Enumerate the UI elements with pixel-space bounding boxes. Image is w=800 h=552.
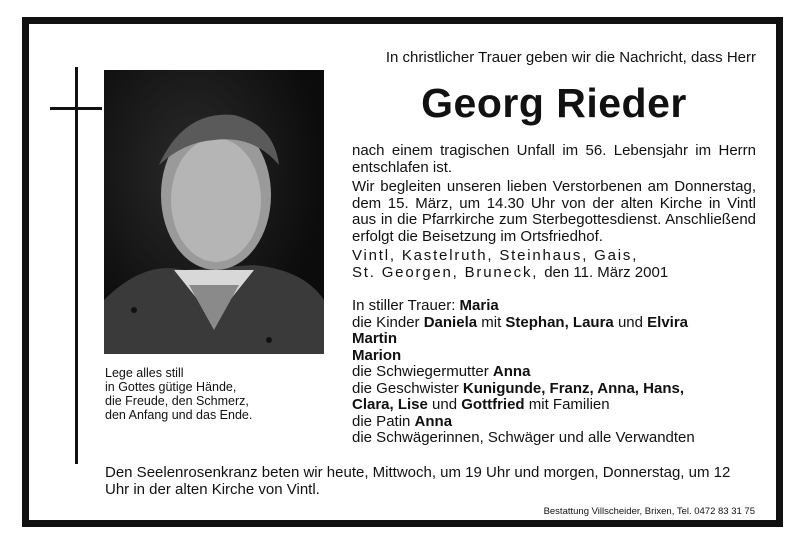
poem-line: den Anfang und das Ende. [105,408,253,422]
mourner-line [352,348,756,365]
name: Marion [352,346,402,364]
mourner-line [352,381,756,398]
text: die Kinder [352,313,424,331]
poem-caption [105,366,252,422]
funeral-home-credit: Bestattung Villscheider, Brixen, Tel. 0472 83 31 75 [543,506,755,517]
death-circumstances: nach einem tragischen Unfall im 56. Lebensjahr im Herrn entschlafen ist. [352,142,756,176]
name: Kunigunde, Franz, Anna, Hans, [462,379,684,397]
mourner-line [352,364,756,381]
name: Anna [492,363,531,380]
notice-date: den 11. März 2001 [544,263,669,281]
portrait-photo [104,70,324,354]
cross-icon [75,67,78,464]
name: Elvira [647,313,689,331]
mourner-line [352,298,756,315]
poem-line: Lege alles still [105,366,184,380]
mourner-line [352,397,756,414]
name: Martin [352,330,397,347]
name: Clara, Lise [352,396,428,413]
text: mit [477,313,506,331]
places: St. Georgen, Bruneck, [352,263,539,281]
text: die Patin [352,412,415,430]
funeral-details: Wir begleiten unseren lieben Verstorbenen am Donnerstag, dem 15. März, um 14.30 Uhr von der alten Kirche in Vintl aus in die Pfarrkirche zum Sterbegottesdienst. Anschließend erfolgt die Beisetzung im Ortsfriedhof. [352,178,756,245]
cross-icon-bar [50,107,102,110]
places-line: Vintl, Kastelruth, Steinhaus, Gais, [352,247,639,264]
text: mit Familien [524,396,610,413]
mourner-line: die Schwägerinnen, Schwäger und alle Verwandten [352,429,695,446]
name: Daniela [423,313,478,331]
mourners-list [352,298,756,447]
name: Gottfried [461,396,525,413]
text: und [613,313,648,331]
text: die Schwiegermutter [352,363,493,380]
mourner-line [352,331,756,348]
text: und [427,396,462,413]
mourner-line [352,414,756,431]
poem-line: in Gottes gütige Hände, [105,380,237,394]
intro-text: In christlicher Trauer geben wir die Nachricht, dass Herr [385,49,756,66]
name: Anna [414,412,453,430]
text: die Geschwister [352,379,463,397]
name: Stephan, Laura [505,313,614,331]
text: In stiller Trauer: [352,297,460,314]
poem-line: die Freude, den Schmerz, [105,394,249,408]
name: Maria [459,297,499,314]
deceased-name: Georg Rieder [421,80,687,126]
places-line-2 [352,265,756,282]
rosary-info: Den Seelenrosenkranz beten wir heute, Mittwoch, um 19 Uhr und morgen, Donnerstag, um 12 Uhr in der alten Kirche von Vintl. [105,464,731,498]
mourner-line [352,315,756,332]
places-and-date [352,248,756,281]
